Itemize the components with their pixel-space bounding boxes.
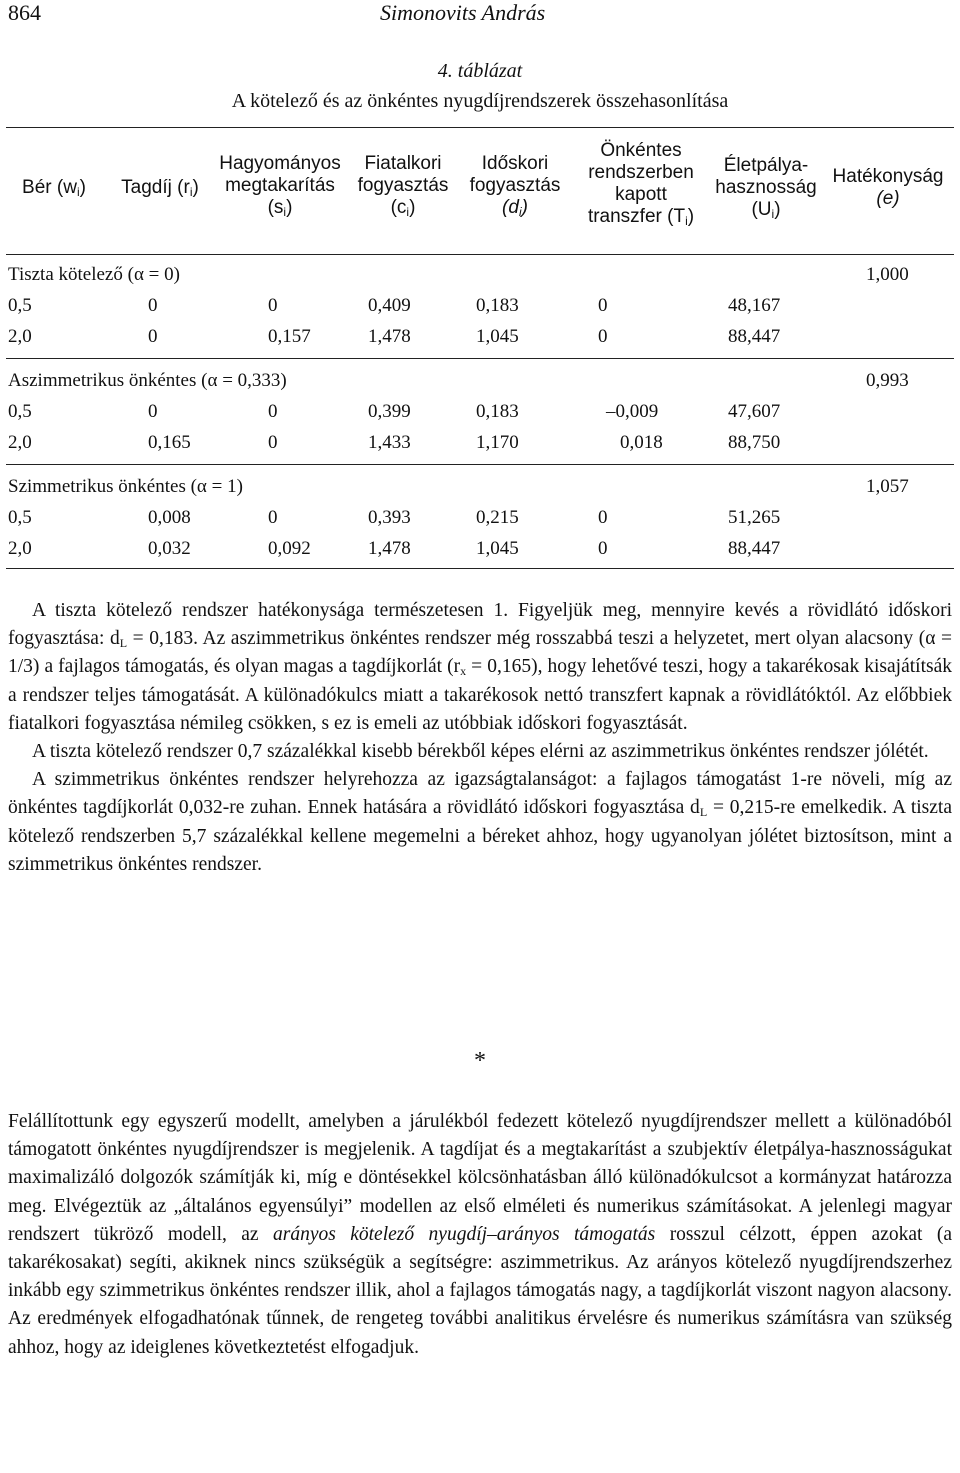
cell-transfer: 0 bbox=[598, 507, 608, 528]
cell-young-consumption: 1,433 bbox=[368, 432, 411, 453]
cell-young-consumption: 0,393 bbox=[368, 507, 411, 528]
cell-wage: 2,0 bbox=[8, 326, 32, 347]
cell-contribution: 0 bbox=[148, 401, 158, 422]
cell-transfer: 0 bbox=[598, 326, 608, 347]
table-title: A kötelező és az önkéntes nyugdíjrendszerek összehasonlítása bbox=[231, 90, 729, 112]
cell-old-consumption: 1,170 bbox=[476, 432, 519, 453]
header-old-consumption: Időskori fogyasztás $(d_i)$ bbox=[469, 153, 561, 219]
cell-old-consumption: 0,215 bbox=[476, 507, 519, 528]
cell-old-consumption: 1,045 bbox=[476, 538, 519, 559]
section-title: Tiszta kötelező (α = 0) bbox=[8, 264, 180, 285]
running-head-author: Simonovits András bbox=[380, 0, 546, 25]
cell-utility: 88,750 bbox=[728, 432, 781, 453]
section-title: Aszimmetrikus önkéntes (α = 0,333) bbox=[8, 370, 287, 391]
cell-saving: 0,157 bbox=[268, 326, 311, 347]
section-efficiency: 0,993 bbox=[866, 370, 909, 391]
cell-utility: 47,607 bbox=[728, 401, 781, 422]
body-text-after-table bbox=[8, 597, 952, 879]
table-header-rule bbox=[6, 254, 954, 255]
cell-wage: 2,0 bbox=[8, 432, 32, 453]
table-label: 4. táblázat bbox=[437, 60, 523, 82]
cell-utility: 88,447 bbox=[728, 538, 781, 559]
cell-utility: 48,167 bbox=[728, 295, 781, 316]
paragraph: A tiszta kötelező rendszer 0,7 százalékkal kisebb bérekből képes elérni az aszimmetrikus önkéntes rendszer jólétét. bbox=[32, 741, 929, 763]
cell-transfer: –0,009 bbox=[606, 401, 659, 422]
cell-contribution: 0,032 bbox=[148, 538, 191, 559]
cell-young-consumption: 0,409 bbox=[368, 295, 411, 316]
cell-saving: 0 bbox=[268, 432, 278, 453]
cell-utility: 51,265 bbox=[728, 507, 781, 528]
cell-saving: 0 bbox=[268, 295, 278, 316]
cell-old-consumption: 0,183 bbox=[476, 401, 519, 422]
cell-contribution: 0 bbox=[148, 295, 158, 316]
cell-young-consumption: 0,399 bbox=[368, 401, 411, 422]
header-contribution: Tagdíj $(r_i)$ bbox=[121, 177, 199, 199]
cell-young-consumption: 1,478 bbox=[368, 538, 411, 559]
paragraph: Felállítottunk egy egyszerű modellt, amelyben a járulékból fedezett kötelező nyugdíjrendszer mellett a különadóból támogatott önkéntes nyugdíjrendszer is megjelenik. A tagdíjat és a megtakarítást a szubjektív életpálya-hasznosságukat maximalizáló dolgozók számítják ki, míg e döntésekkel kölcsönhatásban álló különadókulcsot a kormányzat határozza meg. Elvégeztük az „általános egyensúlyi” modellen az első elméleti és numerikus számításokat. A jelenlegi magyar rendszert tükröző modell, az arányos kötelező nyugdíj–arányos támogatás rosszul célzott, éppen azokat (a takarékosakat) segíti, akiknek nincs szükségük a segítségre: aszimmetrikus. Az arányos kötelező nyugdíjrendszerhez inkább egy szimmetrikus önkéntes rendszer illik, ahol a fajlagos támogatás nagy, a tagdíjkorlát viszont nagyon alacsony. Az eredmények elfogadhatónak tűnnek, de rengeteg további analitikus érvelésre és numerikus számításra van szükség ahhoz, hogy az ideiglenes következtetést elfogadjuk. bbox=[8, 1111, 952, 1358]
section-efficiency: 1,000 bbox=[866, 264, 909, 285]
header-wage: Bér $(w_i)$ bbox=[22, 177, 86, 199]
header-young-consumption: Fiatalkori fogyasztás $(c_i)$ bbox=[357, 153, 449, 219]
section-rule bbox=[6, 464, 954, 465]
cell-old-consumption: 0,183 bbox=[476, 295, 519, 316]
cell-transfer: 0 bbox=[598, 538, 608, 559]
table-bottom-rule bbox=[6, 568, 954, 569]
page-number: 864 bbox=[8, 0, 41, 25]
section-title: Szimmetrikus önkéntes (α = 1) bbox=[8, 476, 243, 497]
section-efficiency: 1,057 bbox=[866, 476, 909, 497]
table-top-rule bbox=[6, 127, 954, 128]
header-saving: Hagyományos megtakarítás $(s_i)$ bbox=[219, 153, 341, 219]
cell-transfer: 0,018 bbox=[620, 432, 663, 453]
header-efficiency: Hatékonyság (e) bbox=[832, 166, 944, 209]
section-rule bbox=[6, 358, 954, 359]
cell-contribution: 0,165 bbox=[148, 432, 191, 453]
cell-contribution: 0,008 bbox=[148, 507, 191, 528]
section-separator: * bbox=[474, 1048, 486, 1074]
cell-saving: 0 bbox=[268, 401, 278, 422]
paragraph: A tiszta kötelező rendszer hatékonysága természetesen 1. Figyeljük meg, mennyire kevés a rövidlátó időskori fogyasztása: $d_L = 0,183$. Az aszimmetrikus önkéntes rendszer még rosszabbá teszi a helyzetet, mert olyan alacsony (α = 1/3) a fajlagos támogatás, és olyan magas a tagdíjkorlát $(r_x = 0,165)$, hogy lehetővé teszi, hogy a takarékosak kisajátítsák a rendszer teljes támogatását. A különadókulcs miatt a takarékosok nettó transzfert kapnak a rövidlátóktól. Az előbbiek fiatalkori fogyasztása némileg csökken, s ez is emeli az utóbbiak időskori fogyasztását. bbox=[8, 600, 952, 734]
cell-wage: 2,0 bbox=[8, 538, 32, 559]
cell-utility: 88,447 bbox=[728, 326, 781, 347]
cell-old-consumption: 1,045 bbox=[476, 326, 519, 347]
cell-contribution: 0 bbox=[148, 326, 158, 347]
cell-wage: 0,5 bbox=[8, 401, 32, 422]
cell-wage: 0,5 bbox=[8, 507, 32, 528]
cell-transfer: 0 bbox=[598, 295, 608, 316]
cell-young-consumption: 1,478 bbox=[368, 326, 411, 347]
paragraph: A szimmetrikus önkéntes rendszer helyrehozza az igazságtalanságot: a fajlagos támogatást 1-re növeli, míg az önkéntes tagdíjkorlát 0,032-re zuhan. Ennek hatására a rövidlátó időskori fogyasztása $d_L = 0,215-re$ emelkedik. A tiszta kötelező rendszerben 5,7 százalékkal kellene megemelni a béreket ahhoz, hogy ugyanolyan jólétet biztosítson, mint a szimmetrikus önkéntes rendszer. bbox=[8, 769, 952, 875]
cell-wage: 0,5 bbox=[8, 295, 32, 316]
body-text-conclusion bbox=[8, 1108, 952, 1362]
header-transfer: Önkéntes rendszerben kapott transzfer $(T_i)$ bbox=[587, 140, 695, 228]
header-utility: Életpálya- hasznosság $(U_i)$ bbox=[715, 155, 817, 221]
cell-saving: 0 bbox=[268, 507, 278, 528]
cell-saving: 0,092 bbox=[268, 538, 311, 559]
